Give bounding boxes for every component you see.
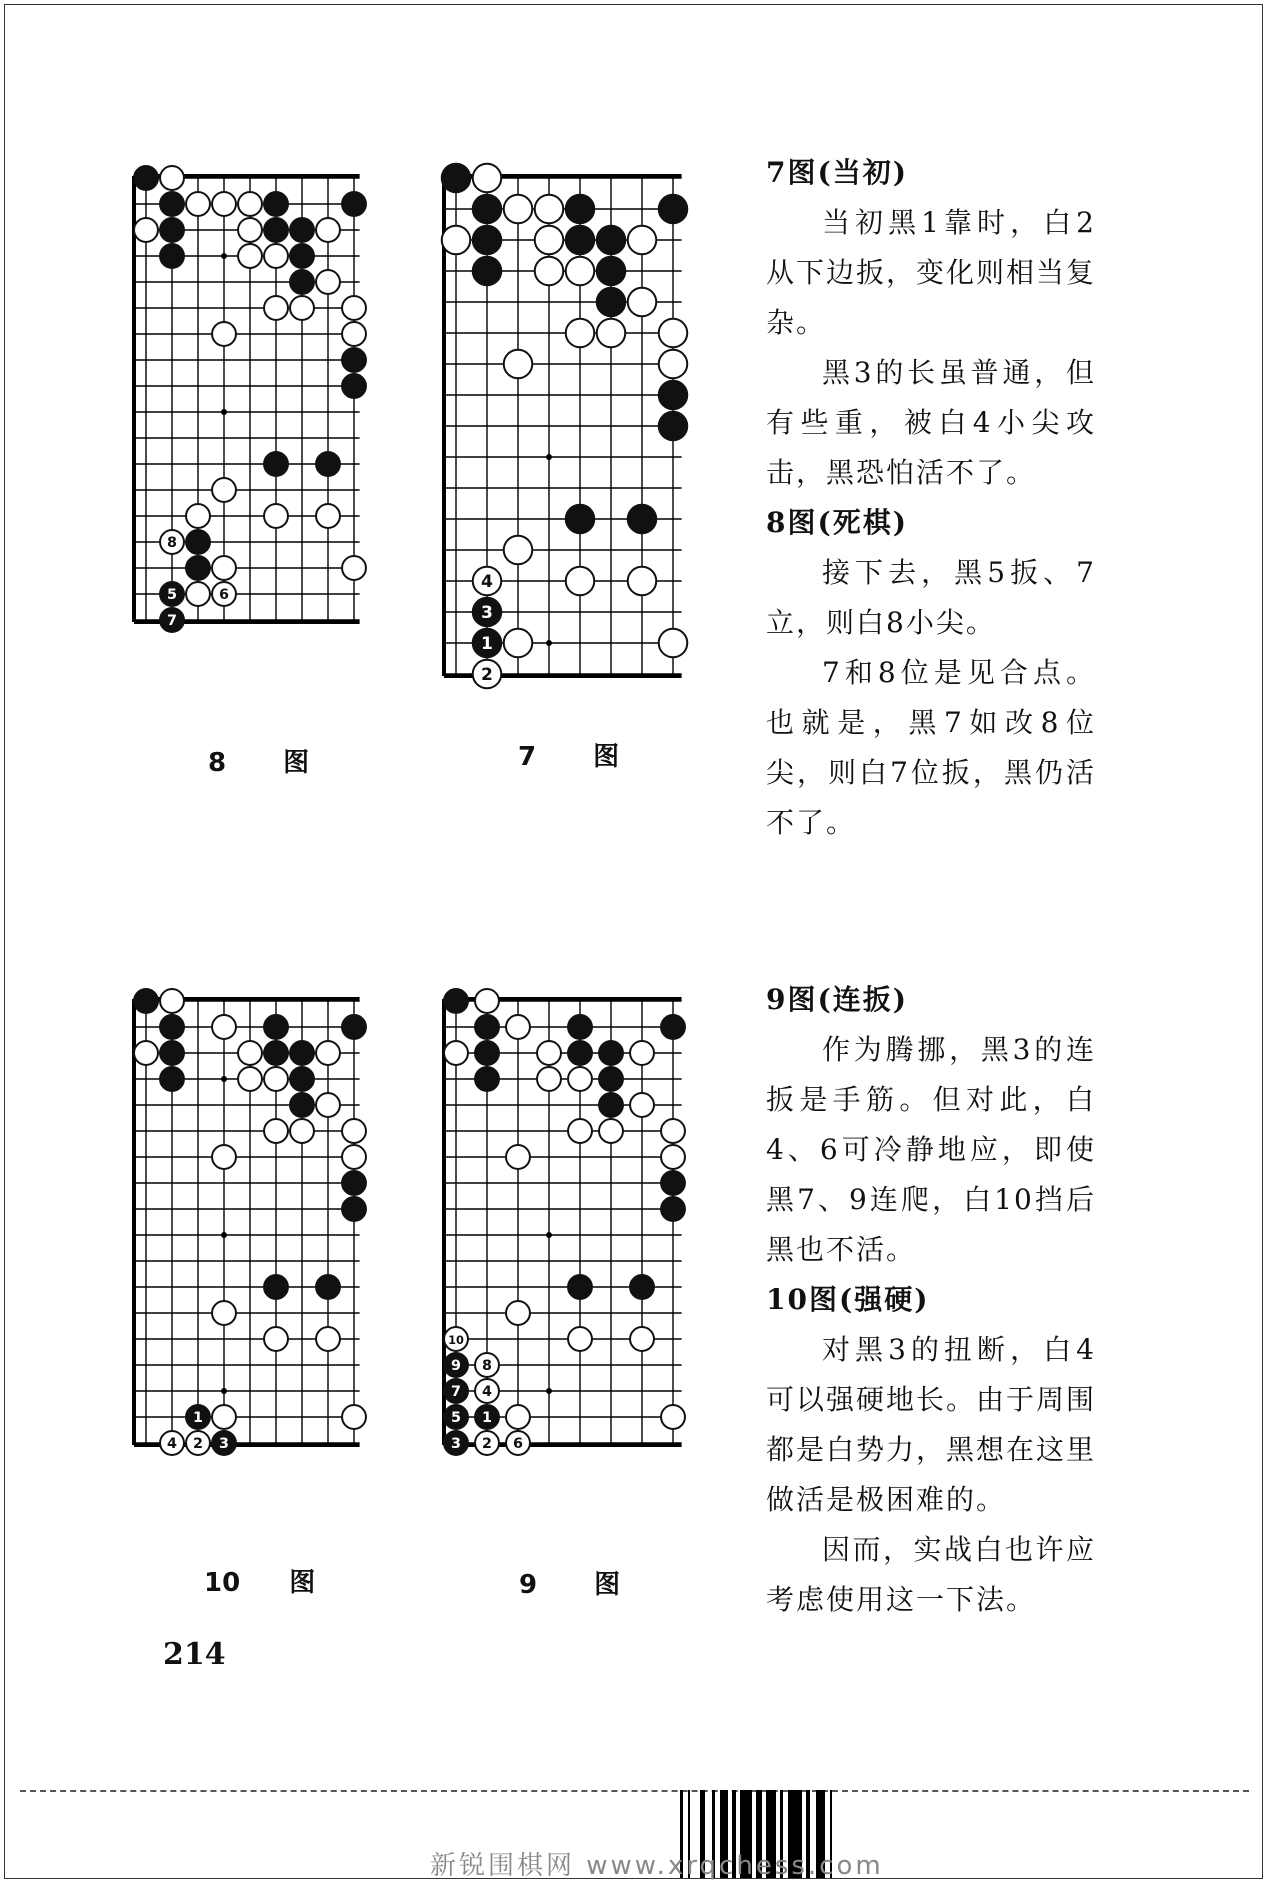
black-stone: [628, 505, 657, 534]
star-point: [546, 1388, 552, 1394]
commentary-bottom: [766, 975, 1096, 1625]
white-stone: [316, 1327, 340, 1351]
star-point: [221, 1076, 227, 1082]
black-stone: [264, 452, 288, 476]
white-stone: [212, 1301, 236, 1325]
move-number-label: 2: [481, 664, 493, 685]
black-stone: [659, 381, 688, 410]
black-stone: [342, 348, 366, 372]
black-stone: [473, 257, 502, 286]
white-stone: [473, 164, 502, 193]
heading-diagram-7: 7图(当初): [766, 156, 908, 189]
footer-rule: [20, 1790, 1249, 1792]
caption-label: 图: [594, 1570, 621, 1600]
black-stone: [342, 192, 366, 216]
caption-label: 图: [283, 748, 310, 778]
caption-label: 图: [593, 742, 620, 772]
white-stone: [504, 629, 533, 658]
white-stone: [661, 1405, 685, 1429]
white-stone: [630, 1041, 654, 1065]
black-stone: [442, 164, 471, 193]
star-point: [221, 1232, 227, 1238]
black-stone: [290, 1041, 314, 1065]
black-stone: [342, 1197, 366, 1221]
black-stone: [475, 1015, 499, 1039]
paragraph: 因而，实战白也许应考虑使用这一下法。: [766, 1533, 1096, 1616]
white-stone: [628, 288, 657, 317]
white-stone: [186, 504, 210, 528]
white-stone: [290, 1119, 314, 1143]
white-stone: [238, 1041, 262, 1065]
go-board-diagram-8: [130, 172, 410, 732]
board-grid: [134, 999, 360, 1445]
diagram-7: [440, 172, 710, 732]
move-number-label: 1: [481, 633, 493, 654]
star-point: [546, 454, 552, 460]
paragraph: 作为腾挪，黑3的连扳是手筋。但对此，白4、6可冷静地应，即使黑7、9连爬，白10挡后黑也不活。: [766, 1033, 1096, 1266]
move-number-label: 8: [167, 535, 177, 552]
black-stone: [444, 989, 468, 1013]
white-stone: [212, 556, 236, 580]
star-point: [546, 1232, 552, 1238]
white-stone: [537, 1041, 561, 1065]
white-stone: [238, 1067, 262, 1091]
white-stone: [342, 1119, 366, 1143]
black-stone: [160, 244, 184, 268]
white-stone: [238, 218, 262, 242]
black-stone: [134, 989, 158, 1013]
black-stone: [342, 1171, 366, 1195]
black-stone: [473, 226, 502, 255]
white-stone: [212, 1015, 236, 1039]
black-stone: [290, 1067, 314, 1091]
white-stone: [442, 226, 471, 255]
black-stone: [630, 1275, 654, 1299]
black-stone: [659, 412, 688, 441]
black-stone: [599, 1067, 623, 1091]
move-number-label: 8: [482, 1358, 492, 1375]
caption-number: 10: [204, 1568, 241, 1598]
white-stone: [535, 195, 564, 224]
star-point: [221, 409, 227, 415]
paragraph: 接下去，黑5扳、7立，则白8小尖。: [766, 556, 1096, 639]
white-stone: [475, 989, 499, 1013]
white-stone: [316, 504, 340, 528]
move-number-label: 3: [219, 1436, 229, 1453]
white-stone: [630, 1327, 654, 1351]
black-stone: [342, 374, 366, 398]
white-stone: [264, 1067, 288, 1091]
white-stone: [134, 218, 158, 242]
star-point: [221, 253, 227, 259]
black-stone: [566, 505, 595, 534]
white-stone: [342, 296, 366, 320]
white-stone: [628, 226, 657, 255]
white-stone: [264, 244, 288, 268]
paragraph: 7和8位是见合点。也就是，黑7如改8位尖，则白7位扳，黑仍活不了。: [766, 656, 1096, 839]
white-stone: [316, 218, 340, 242]
caption-number: 9: [519, 1570, 538, 1600]
black-stone: [264, 1041, 288, 1065]
black-stone: [599, 1093, 623, 1117]
caption-diagram-8: [208, 742, 309, 779]
white-stone: [264, 1119, 288, 1143]
black-stone: [568, 1041, 592, 1065]
move-number-label: 4: [481, 571, 493, 592]
white-stone: [212, 322, 236, 346]
move-number-label: 10: [448, 1333, 464, 1348]
white-stone: [212, 1405, 236, 1429]
black-stone: [290, 270, 314, 294]
paragraph: 黑3的长虽普通，但有些重，被白4小尖攻击，黑恐怕活不了。: [766, 356, 1096, 489]
black-stone: [566, 226, 595, 255]
black-stone: [160, 1041, 184, 1065]
white-stone: [342, 1405, 366, 1429]
black-stone: [566, 195, 595, 224]
white-stone: [506, 1301, 530, 1325]
move-number-label: 4: [482, 1384, 492, 1401]
black-stone: [661, 1015, 685, 1039]
move-number-label: 4: [167, 1436, 177, 1453]
heading-diagram-9: 9图(连扳): [766, 983, 908, 1016]
black-stone: [597, 226, 626, 255]
black-stone: [186, 530, 210, 554]
black-stone: [264, 1275, 288, 1299]
white-stone: [290, 296, 314, 320]
black-stone: [659, 195, 688, 224]
black-stone: [316, 452, 340, 476]
watermark: 新锐围棋网 www.xrqchess.com: [430, 1851, 884, 1881]
black-stone: [186, 556, 210, 580]
white-stone: [535, 226, 564, 255]
white-stone: [506, 1405, 530, 1429]
go-board-diagram-9: [440, 995, 710, 1555]
move-number-label: 1: [482, 1410, 492, 1427]
black-stone: [160, 218, 184, 242]
black-stone: [290, 1093, 314, 1117]
white-stone: [597, 319, 626, 348]
move-number-label: 3: [481, 602, 493, 623]
caption-label: 图: [289, 1568, 316, 1598]
move-number-label: 2: [482, 1436, 492, 1453]
black-stone: [475, 1041, 499, 1065]
white-stone: [566, 257, 595, 286]
move-number-label: 6: [219, 587, 229, 604]
white-stone: [264, 1327, 288, 1351]
move-number-label: 5: [167, 587, 177, 604]
white-stone: [134, 1041, 158, 1065]
move-number-label: 2: [193, 1436, 203, 1453]
white-stone: [316, 270, 340, 294]
white-stone: [506, 1145, 530, 1169]
black-stone: [290, 218, 314, 242]
white-stone: [661, 1119, 685, 1143]
white-stone: [535, 257, 564, 286]
move-number-label: 6: [513, 1436, 523, 1453]
black-stone: [568, 1275, 592, 1299]
black-stone: [568, 1015, 592, 1039]
black-stone: [473, 195, 502, 224]
caption-diagram-9: [519, 1564, 620, 1601]
paragraph: 对黑3的扭断，白4可以强硬地长。由于周围都是白势力，黑想在这里做活是极困难的。: [766, 1333, 1097, 1516]
white-stone: [342, 322, 366, 346]
white-stone: [659, 350, 688, 379]
black-stone: [597, 288, 626, 317]
white-stone: [316, 1093, 340, 1117]
black-stone: [160, 1015, 184, 1039]
white-stone: [342, 556, 366, 580]
white-stone: [661, 1145, 685, 1169]
white-stone: [264, 504, 288, 528]
page-number: 214: [163, 1637, 226, 1672]
white-stone: [238, 244, 262, 268]
black-stone: [264, 1015, 288, 1039]
white-stone: [628, 567, 657, 596]
caption-number: 8: [208, 748, 227, 778]
white-stone: [504, 350, 533, 379]
white-stone: [504, 195, 533, 224]
black-stone: [264, 192, 288, 216]
white-stone: [212, 192, 236, 216]
move-number-label: 1: [193, 1410, 203, 1427]
white-stone: [186, 582, 210, 606]
white-stone: [566, 319, 595, 348]
black-stone: [264, 218, 288, 242]
move-number-label: 9: [451, 1358, 461, 1375]
go-board-diagram-10: [130, 995, 410, 1555]
white-stone: [444, 1041, 468, 1065]
white-stone: [630, 1093, 654, 1117]
star-point: [546, 640, 552, 646]
heading-diagram-8: 8图(死棋): [766, 506, 908, 539]
black-stone: [661, 1197, 685, 1221]
black-stone: [160, 192, 184, 216]
white-stone: [568, 1327, 592, 1351]
move-number-label: 3: [451, 1436, 461, 1453]
white-stone: [212, 1145, 236, 1169]
white-stone: [316, 1041, 340, 1065]
heading-diagram-10: 10图(强硬): [766, 1283, 930, 1316]
white-stone: [342, 1145, 366, 1169]
diagram-9: [440, 995, 710, 1555]
black-stone: [316, 1275, 340, 1299]
white-stone: [566, 567, 595, 596]
board-grid: [444, 999, 682, 1445]
white-stone: [659, 319, 688, 348]
white-stone: [212, 478, 236, 502]
black-stone: [342, 1015, 366, 1039]
white-stone: [568, 1067, 592, 1091]
white-stone: [238, 192, 262, 216]
white-stone: [160, 989, 184, 1013]
go-board-diagram-7: [440, 172, 710, 732]
commentary-top: [766, 148, 1096, 848]
white-stone: [160, 166, 184, 190]
paragraph: 当初黑1靠时，白2从下边扳，变化则相当复杂。: [766, 206, 1097, 339]
board-grid: [134, 176, 360, 622]
diagram-10: [130, 995, 410, 1555]
white-stone: [659, 629, 688, 658]
black-stone: [475, 1067, 499, 1091]
black-stone: [160, 1067, 184, 1091]
white-stone: [506, 1015, 530, 1039]
diagram-8: [130, 172, 410, 732]
black-stone: [290, 244, 314, 268]
black-stone: [134, 166, 158, 190]
black-stone: [599, 1041, 623, 1065]
white-stone: [264, 296, 288, 320]
move-number-label: 7: [167, 613, 177, 630]
caption-diagram-7: [518, 736, 619, 773]
white-stone: [504, 536, 533, 565]
move-number-label: 5: [451, 1410, 461, 1427]
black-stone: [661, 1171, 685, 1195]
white-stone: [537, 1067, 561, 1091]
caption-diagram-10: [204, 1562, 315, 1599]
move-number-label: 7: [451, 1384, 461, 1401]
star-point: [221, 1388, 227, 1394]
white-stone: [599, 1119, 623, 1143]
black-stone: [597, 257, 626, 286]
white-stone: [568, 1119, 592, 1143]
white-stone: [186, 192, 210, 216]
caption-number: 7: [518, 742, 537, 772]
